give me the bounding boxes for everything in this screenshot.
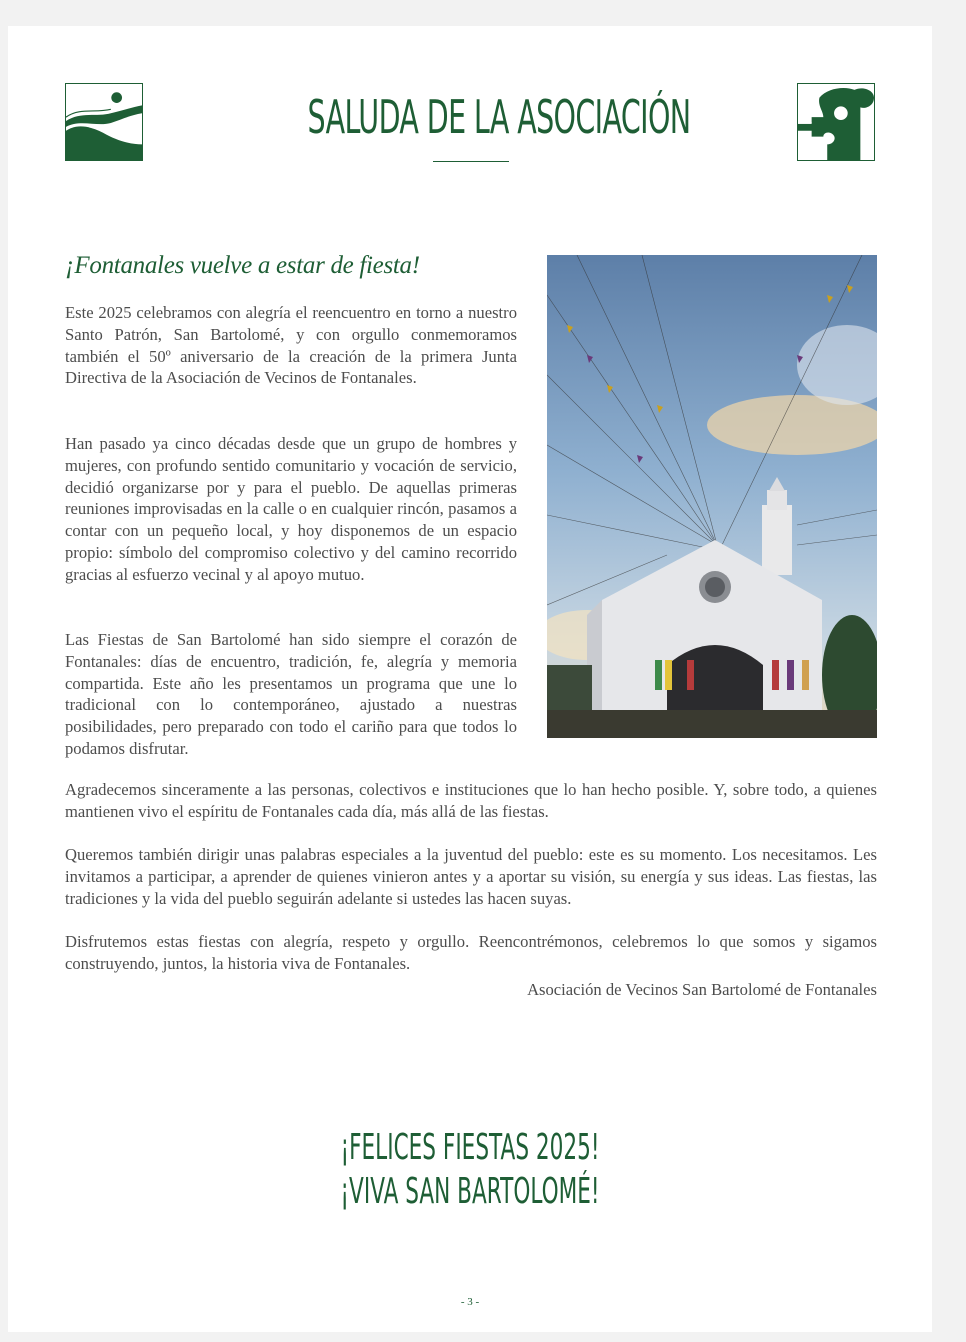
page-number: - 3 - (460, 1296, 480, 1308)
title-divider (433, 161, 509, 162)
paragraph-4: Agradecemos sinceramente a las personas, colectivos e instituciones que lo han hecho posible. Y, sobre todo, a quienes mantienen vivo el espíritu de Fontanales cada día, más allá de las fiestas. (65, 780, 877, 821)
paragraph-5: Queremos también dirigir unas palabras especiales a la juventud del pueblo: este es su momento. Los necesitamos. Les invitamos a participar, a aprender de quienes vinieron antes y a aportar su visión, su energía y sus ideas. Las fiestas, las tradiciones y la vida del pueblo seguirán adelante si ustedes las hacen suyas. (65, 845, 877, 908)
page-title: SALUDA DE LA ASOCIACIÓN (307, 90, 691, 144)
puzzle-logo-icon (797, 83, 875, 161)
signature: Asociación de Vecinos San Bartolomé de Fontanales (527, 980, 877, 999)
closing-line-1: ¡FELICES FIESTAS 2025! (340, 1127, 600, 1168)
closing-line-2: ¡VIVA SAN BARTOLOMÉ! (340, 1171, 600, 1212)
paragraph-2: Han pasado ya cinco décadas desde que un grupo de hombres y mujeres, con profundo sentido comunitario y vocación de servicio, decidió organizarse por y para el pueblo. De aquellas primeras reuniones improvisadas en la calle o en cualquier rincón, pasamos a contar con un pequeño local, y hoy disponemos de un espacio propio: símbolo del compromiso colectivo y del camino recorrido gracias al esfuerzo vecinal y al apoyo mutuo. (65, 434, 517, 584)
paragraph-3: Las Fiestas de San Bartolomé han sido siempre el corazón de Fontanales: días de encuentro, tradición, fe, alegría y memoria compartida. Este año les presentamos un programa que une lo tradicional con lo contemporáneo, ajustado a nuestras posibilidades, pero preparado con todo el cariño para que todos lo podamos disfrutar. (65, 630, 517, 758)
landscape-logo-icon (65, 83, 143, 161)
paragraph-1: Este 2025 celebramos con alegría el reencuentro en torno a nuestro Santo Patrón, San Bartolomé, y con orgullo conmemoramos también el 50º aniversario de la creación de la primera Junta Directiva de la Asociación de Vecinos de Fontanales. (65, 303, 517, 388)
church-photo (547, 255, 877, 738)
article-subtitle: ¡Fontanales vuelve a estar de fiesta! (65, 252, 420, 279)
paragraph-6: Disfrutemos estas fiestas con alegría, respeto y orgullo. Reencontrémonos, celebremos lo que somos y sigamos construyendo, juntos, la historia viva de Fontanales. (65, 932, 877, 973)
document-page (8, 26, 932, 1332)
